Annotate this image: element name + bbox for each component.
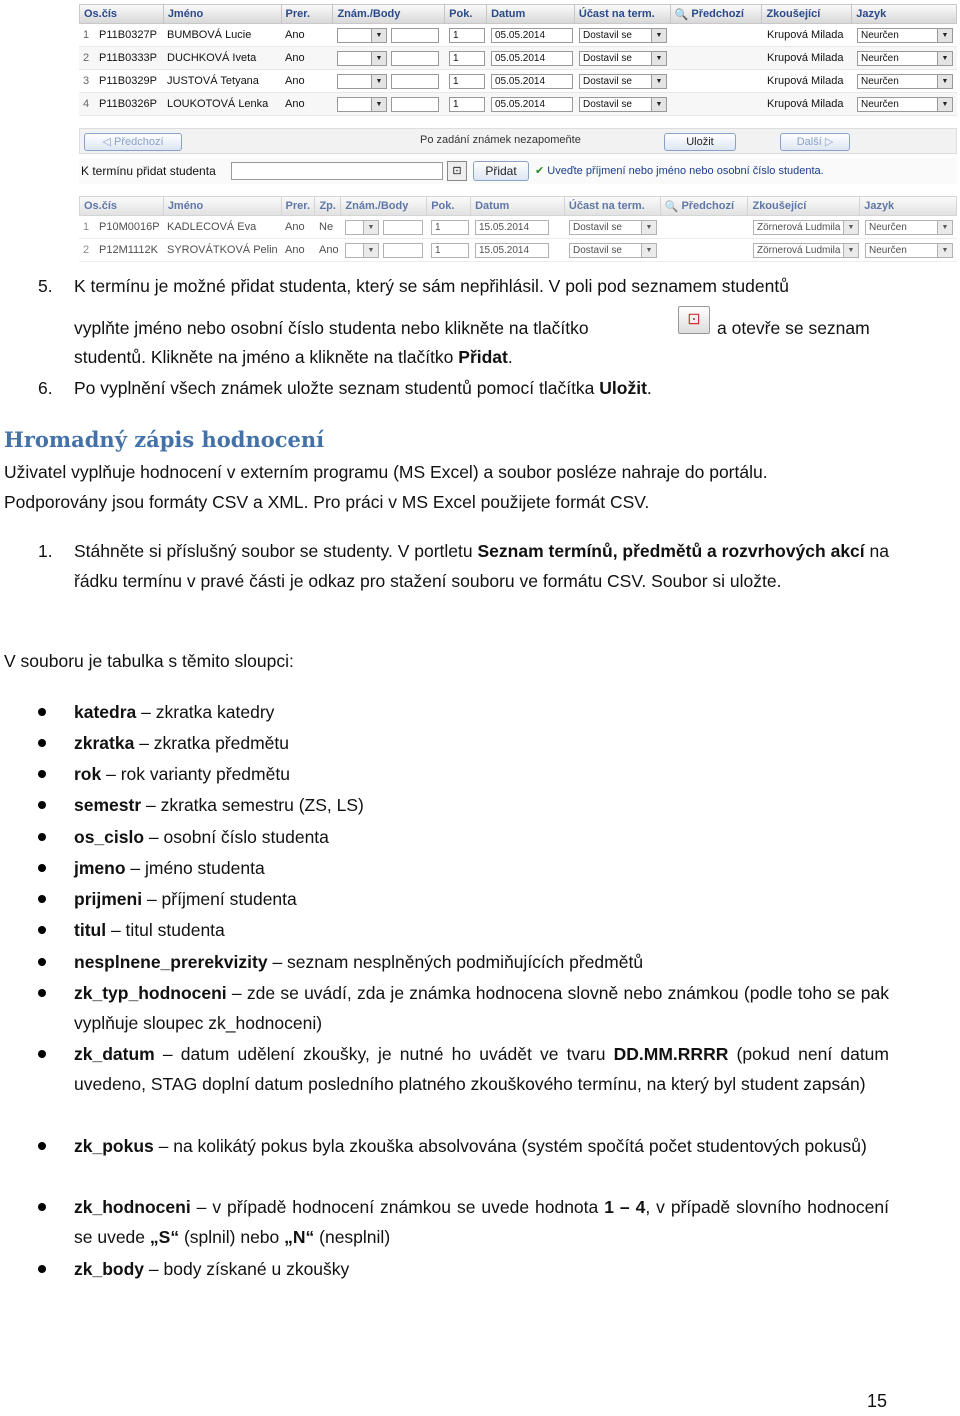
- grade-select[interactable]: [345, 220, 379, 235]
- table-row: [79, 216, 957, 239]
- student-name: KADLECOVÁ Eva: [167, 221, 257, 233]
- column-key: os_cislo: [74, 827, 145, 847]
- attendance-select[interactable]: Dostavil se ▼: [569, 220, 657, 235]
- column-item: nesplnene_prerekvizity – seznam nesplněných podmiňujících předmětů: [74, 952, 644, 972]
- date-input[interactable]: 05.05.2014: [491, 74, 573, 89]
- credit: Ne: [319, 221, 334, 233]
- attempt-input[interactable]: 1: [449, 51, 485, 66]
- col2-ucast[interactable]: Účast na term.: [565, 197, 661, 215]
- column-item: prijmeni – příjmení studenta: [74, 889, 297, 909]
- grade-select[interactable]: [337, 28, 387, 43]
- row-number: 1: [83, 29, 90, 41]
- bullet-icon: [38, 833, 46, 841]
- paragraph-1: Uživatel vyplňuje hodnocení v externím programu (MS Excel) a soubor posléze nahraje do portálu.: [4, 462, 768, 482]
- points-input[interactable]: [391, 28, 439, 43]
- row-number: 2: [83, 52, 90, 64]
- bullet-icon: [38, 739, 46, 747]
- step-5-text-3: a otevře se seznam: [717, 318, 870, 338]
- row-number: 3: [83, 75, 90, 87]
- points-input[interactable]: [383, 220, 423, 235]
- col-jazyk[interactable]: Jazyk: [856, 8, 887, 20]
- student-name: JUSTOVÁ Tetyana: [167, 75, 259, 87]
- student-list-icon[interactable]: ⊡: [447, 161, 467, 181]
- column-item: zkratka – zkratka předmětu: [74, 733, 289, 753]
- attempt-input[interactable]: 1: [431, 220, 469, 235]
- previous-button[interactable]: ◁ Předchozí: [84, 133, 182, 151]
- column-key: zk_typ_hodnoceni: [74, 983, 227, 1003]
- table-row: [79, 70, 957, 93]
- item-1-text: Stáhněte si příslušný soubor se studenty. V portletu Seznam termínů, předmětů a rozvrhových akcí na řádku termínu v pravé části je odkaz pro stažení souboru ve formátu CSV. Soubor si uložte.: [74, 541, 889, 591]
- next-button[interactable]: Další ▷: [780, 133, 850, 151]
- col2-datum[interactable]: Datum: [471, 197, 565, 215]
- columns-intro: V souboru je tabulka s těmito sloupci:: [4, 651, 294, 671]
- attempt-input[interactable]: 1: [449, 28, 485, 43]
- bullet-icon: [38, 926, 46, 934]
- col-pok[interactable]: Pok.: [445, 5, 487, 23]
- grade-select[interactable]: [337, 97, 387, 112]
- col-predchozi[interactable]: 🔍 Předchozí: [671, 5, 763, 23]
- column-item: katedra – zkratka katedry: [74, 702, 275, 722]
- bullet-icon: [38, 1265, 46, 1273]
- save-button[interactable]: Uložit: [664, 133, 736, 151]
- add-hint: ✔ Uveďte příjmení nebo jméno nebo osobní číslo studenta.: [535, 165, 824, 177]
- language-select[interactable]: Neurčen ▼: [857, 51, 953, 66]
- student-name: SYROVÁTKOVÁ Pelin: [167, 244, 278, 256]
- attendance-select[interactable]: Dostavil se ▼: [569, 243, 657, 258]
- credit: Ano: [319, 244, 339, 256]
- col2-zp[interactable]: Zp.: [315, 197, 341, 215]
- table-header: [79, 4, 957, 24]
- col-jmeno[interactable]: Jméno: [164, 5, 282, 23]
- add-student-bar: [79, 158, 957, 184]
- col-os-cis[interactable]: Os.čís: [80, 5, 164, 23]
- column-key: zk_hodnoceni: [74, 1197, 191, 1217]
- row-number: 4: [83, 98, 90, 110]
- attendance-select[interactable]: Dostavil se ▼: [579, 97, 667, 112]
- add-student-label: K termínu přidat studenta: [81, 164, 216, 178]
- section-heading: Hromadný zápis hodnocení: [4, 427, 325, 452]
- paragraph-2: Podporovány jsou formáty CSV a XML. Pro práci v MS Excel použijete formát CSV.: [4, 492, 650, 512]
- date-input[interactable]: 15.05.2014: [475, 243, 549, 258]
- col2-jazyk[interactable]: Jazyk: [864, 200, 895, 212]
- bullet-icon: [38, 1142, 46, 1150]
- date-input[interactable]: 05.05.2014: [491, 28, 573, 43]
- table-row: [79, 47, 957, 70]
- grade-select[interactable]: [337, 51, 387, 66]
- save-hint: Po zadání známek nezapomeňte: [420, 134, 581, 146]
- student-list-icon: ⊡: [678, 306, 710, 334]
- student-name: BUMBOVÁ Lucie: [167, 29, 252, 41]
- pager-bar: [79, 128, 957, 154]
- column-key: titul: [74, 920, 107, 940]
- column-key: rok: [74, 764, 102, 784]
- student-id: P11B0329P: [99, 75, 157, 87]
- column-key: zk_body: [74, 1259, 145, 1279]
- examiner: Krupová Milada: [767, 52, 844, 64]
- prerequisites: Ano: [285, 244, 305, 256]
- attendance-select[interactable]: Dostavil se ▼: [579, 28, 667, 43]
- student-id: P11B0327P: [99, 29, 157, 41]
- prerequisites: Ano: [285, 221, 305, 233]
- row-number: 1: [83, 221, 90, 233]
- col2-zkousejici[interactable]: Zkoušející: [748, 197, 860, 215]
- column-key: jmeno: [74, 858, 126, 878]
- column-key: zk_pokus: [74, 1136, 154, 1156]
- step-5-text-2: vyplňte jméno nebo osobní číslo studenta nebo klikněte na tlačítko: [74, 318, 589, 338]
- step-6-number: 6.: [38, 378, 53, 398]
- examiner: Krupová Milada: [767, 75, 844, 87]
- column-key: zk_datum: [74, 1044, 155, 1064]
- exam-table-screenshot: [79, 4, 957, 190]
- attempt-input[interactable]: 1: [431, 243, 469, 258]
- item-1-number: 1.: [38, 541, 53, 561]
- col2-znam[interactable]: Znám./Body: [341, 197, 427, 215]
- column-item: rok – rok varianty předmětu: [74, 764, 290, 784]
- column-item: jmeno – jméno studenta: [74, 858, 265, 878]
- row-number: 2: [83, 244, 90, 256]
- date-input[interactable]: 05.05.2014: [491, 97, 573, 112]
- bullet-icon: [38, 989, 46, 997]
- col2-os-cis[interactable]: Os.čís: [80, 197, 164, 215]
- bullet-icon: [38, 770, 46, 778]
- examiner: Krupová Milada: [767, 29, 844, 41]
- examiner-select[interactable]: Zörnerová Ludmila ▼: [753, 243, 859, 258]
- bullet-icon: [38, 801, 46, 809]
- bullet-icon: [38, 1203, 46, 1211]
- column-item: titul – titul studenta: [74, 920, 225, 940]
- column-item: zk_datum – datum udělení zkoušky, je nutné ho uvádět ve tvaru DD.MM.RRRR (pokud není datum uvedeno, STAG doplní datum posledního platného zkouškového termínu, na který byl student zapsán): [74, 1044, 889, 1094]
- student-id: P10M0016P: [99, 221, 160, 233]
- student-name: LOUKOTOVÁ Lenka: [167, 98, 269, 110]
- table-row: [79, 93, 957, 116]
- student-id: P11B0333P: [99, 52, 157, 64]
- column-key: zkratka: [74, 733, 135, 753]
- column-item: zk_body – body získané u zkoušky: [74, 1259, 350, 1279]
- prerequisites: Ano: [285, 75, 305, 87]
- table-header-2: [79, 196, 957, 216]
- col-znam[interactable]: Znám./Body: [333, 5, 445, 23]
- table-row: [79, 24, 957, 47]
- prerequisites: Ano: [285, 98, 305, 110]
- points-input[interactable]: [391, 51, 439, 66]
- column-key: prijmeni: [74, 889, 143, 909]
- examiner-select[interactable]: Zörnerová Ludmila ▼: [753, 220, 859, 235]
- grade-select[interactable]: [345, 243, 379, 258]
- column-item: zk_pokus – na kolikátý pokus byla zkouška absolvována (systém spočítá počet studentových pokusů): [74, 1136, 867, 1156]
- bullet-icon: [38, 895, 46, 903]
- col-datum[interactable]: Datum: [487, 5, 575, 23]
- col2-prer[interactable]: Prer.: [282, 197, 316, 215]
- language-select[interactable]: Neurčen ▼: [857, 97, 953, 112]
- bullet-icon: [38, 958, 46, 966]
- bullet-icon: [38, 864, 46, 872]
- points-input[interactable]: [391, 74, 439, 89]
- exam-table-screenshot-2: [79, 196, 957, 262]
- date-input[interactable]: 15.05.2014: [475, 220, 549, 235]
- language-select[interactable]: Neurčen ▼: [865, 220, 953, 235]
- date-input[interactable]: 05.05.2014: [491, 51, 573, 66]
- student-id: P12M1112K: [99, 244, 158, 256]
- column-item: zk_hodnoceni – v případě hodnocení známkou se uvede hodnota 1 – 4, v případě slovního hodnocení se uvede „S“ (splnil) nebo „N“ (nesplnil): [74, 1197, 889, 1247]
- grade-select[interactable]: [337, 74, 387, 89]
- step-5-text-4: studentů. Klikněte na jméno a klikněte na tlačítko Přidat.: [74, 347, 513, 367]
- col-prer[interactable]: Prer.: [282, 5, 334, 23]
- step-5-text: K termínu je možné přidat studenta, který se sám nepřihlásil. V poli pod seznamem studentů: [74, 276, 789, 296]
- col2-jmeno[interactable]: Jméno: [164, 197, 282, 215]
- column-key: nesplnene_prerekvizity: [74, 952, 268, 972]
- step-6-text: Po vyplnění všech známek uložte seznam studentů pomocí tlačítka Uložit.: [74, 378, 652, 398]
- points-input[interactable]: [383, 243, 423, 258]
- col2-predchozi[interactable]: 🔍 Předchozí: [661, 197, 749, 215]
- student-search-input[interactable]: [231, 162, 443, 180]
- attempt-input[interactable]: 1: [449, 74, 485, 89]
- column-key: katedra: [74, 702, 137, 722]
- col2-pok[interactable]: Pok.: [427, 197, 471, 215]
- column-item: zk_typ_hodnoceni – zde se uvádí, zda je známka hodnocena slovně nebo známkou (podle toho se pak vyplňuje sloupec zk_hodnoceni): [74, 983, 889, 1033]
- language-select[interactable]: Neurčen ▼: [857, 74, 953, 89]
- student-id: P11B0326P: [99, 98, 157, 110]
- bullet-icon: [38, 1050, 46, 1058]
- add-button[interactable]: Přidat: [473, 161, 529, 181]
- examiner: Krupová Milada: [767, 98, 844, 110]
- step-5-number: 5.: [38, 276, 53, 296]
- col-zkousejici[interactable]: Zkoušející: [762, 5, 852, 23]
- attendance-select[interactable]: Dostavil se ▼: [579, 51, 667, 66]
- language-select[interactable]: Neurčen ▼: [857, 28, 953, 43]
- column-item: os_cislo – osobní číslo studenta: [74, 827, 329, 847]
- check-icon: ✔: [535, 165, 545, 177]
- attempt-input[interactable]: 1: [449, 97, 485, 112]
- table-row: [79, 239, 957, 262]
- prerequisites: Ano: [285, 52, 305, 64]
- page-number: 15: [867, 1391, 888, 1411]
- student-name: DUCHKOVÁ Iveta: [167, 52, 257, 64]
- language-select[interactable]: Neurčen ▼: [865, 243, 953, 258]
- column-key: semestr: [74, 795, 142, 815]
- prerequisites: Ano: [285, 29, 305, 41]
- bullet-icon: [38, 708, 46, 716]
- points-input[interactable]: [391, 97, 439, 112]
- col-ucast[interactable]: Účast na term.: [575, 5, 671, 23]
- column-item: semestr – zkratka semestru (ZS, LS): [74, 795, 364, 815]
- attendance-select[interactable]: Dostavil se ▼: [579, 74, 667, 89]
